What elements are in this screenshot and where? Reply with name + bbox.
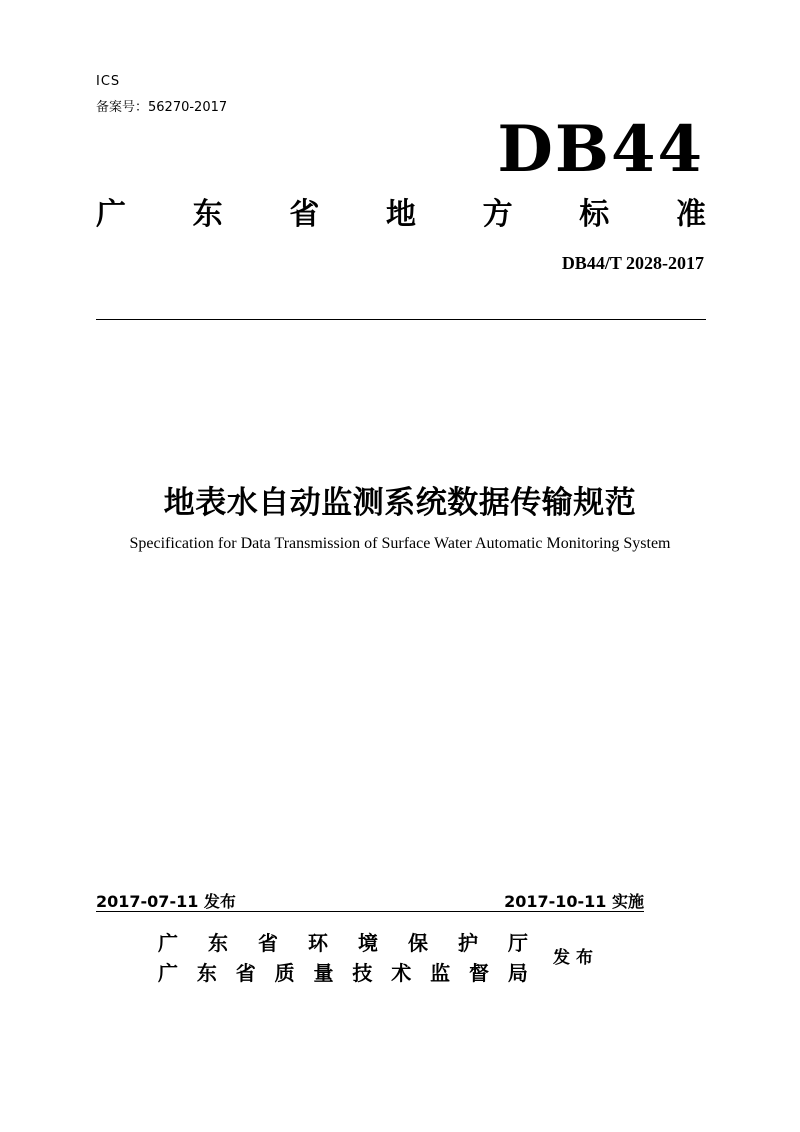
implementation-date: 2017-10-11 实施 bbox=[504, 892, 644, 911]
authority-char: 保 bbox=[408, 931, 428, 955]
standard-number: DB44/T 2028-2017 bbox=[561, 253, 704, 273]
standard-type-title bbox=[96, 197, 706, 232]
standard-code: DB44 bbox=[497, 112, 704, 187]
authority-char: 质 bbox=[274, 961, 295, 985]
authority-char: 广 bbox=[158, 961, 178, 985]
authority-char: 东 bbox=[196, 961, 217, 985]
standard-type-char: 省 bbox=[289, 197, 320, 232]
authority-char: 督 bbox=[469, 961, 489, 985]
standard-type-char: 标 bbox=[579, 197, 610, 232]
authority-char: 量 bbox=[313, 961, 334, 985]
ics-label: ICS bbox=[96, 74, 121, 89]
authority-char: 护 bbox=[458, 931, 478, 955]
record-number: 备案号：56270-2017 bbox=[96, 100, 228, 115]
authority-char: 局 bbox=[507, 961, 528, 985]
authority-char: 技 bbox=[352, 961, 373, 985]
standard-type-char: 广 bbox=[96, 197, 126, 232]
issue-date: 2017-07-11 发布 bbox=[96, 892, 236, 911]
authority-char: 厅 bbox=[508, 931, 528, 955]
authority-char: 环 bbox=[308, 931, 328, 955]
publish-label: 发布 bbox=[553, 948, 599, 968]
standard-type-char: 准 bbox=[675, 197, 706, 232]
date-row bbox=[96, 889, 644, 912]
authority-char: 省 bbox=[258, 931, 278, 955]
authority-quality bbox=[158, 963, 528, 983]
authority-char: 监 bbox=[430, 961, 451, 985]
document-title-english: Specification for Data Transmission of Surface Water Automatic Monitoring System bbox=[129, 535, 671, 552]
authority-char: 省 bbox=[235, 961, 256, 985]
authority-char: 广 bbox=[158, 931, 178, 955]
authority-environment bbox=[158, 933, 528, 953]
standard-type-char: 方 bbox=[482, 197, 513, 232]
authority-char: 术 bbox=[391, 961, 412, 985]
standard-type-char: 东 bbox=[192, 197, 223, 232]
authority-char: 东 bbox=[208, 931, 228, 955]
header-divider bbox=[96, 319, 706, 320]
authority-char: 境 bbox=[358, 931, 378, 955]
document-title-chinese: 地表水自动监测系统数据传输规范 bbox=[163, 485, 637, 521]
standard-type-char: 地 bbox=[385, 197, 416, 232]
